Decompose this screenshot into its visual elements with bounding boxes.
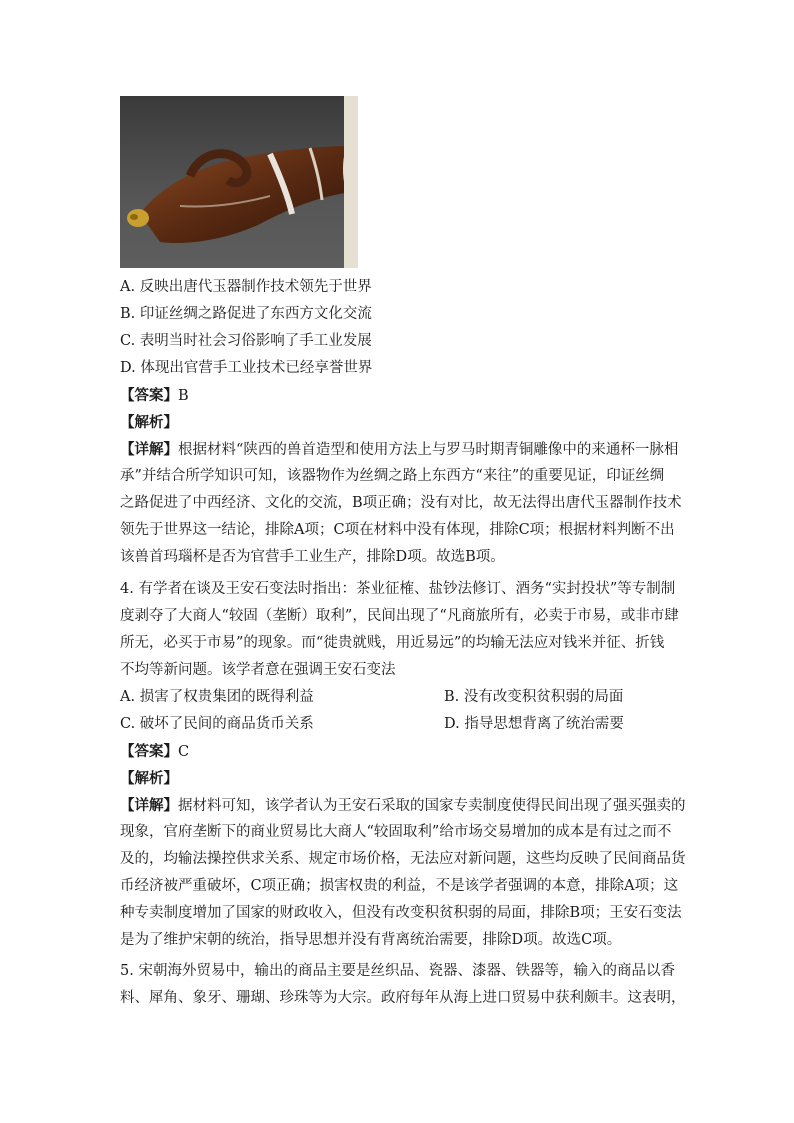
q4-analysis-label: 【解析】 (120, 770, 178, 787)
q4-answer (120, 738, 189, 766)
answer-label: 【答案】 (120, 387, 178, 404)
q3-option-c: C. 表明当时社会习俗影响了手工业发展 (120, 333, 372, 349)
detail-text: 根据材料“陕西的兽首造型和使用方法上与罗马时期青铜雕像中的来通杯一脉相 (178, 442, 679, 458)
agate-rhyton-image (120, 96, 358, 268)
answer-value: C (178, 744, 190, 760)
q3-option-b: B. 印证丝绸之路促进了东西方文化交流 (120, 306, 372, 322)
q4-detail-line-4: 币经济被严重破坏，C项正确；损害权贵的利益，不是该学者强调的本意，排除A项；这 (120, 878, 679, 894)
q3-analysis-label: 【解析】 (120, 414, 178, 431)
q3-answer (120, 382, 189, 410)
q4-stem-line-4: 不均等新问题。该学者意在强调王安石变法 (120, 662, 396, 678)
q4-stem-line-2: 度剥夺了大商人“较固（垄断）取利”，民间出现了“凡商旅所有，必卖于市易，或非市肆 (120, 608, 679, 624)
q3-detail-line-5: 该兽首玛瑙杯是否为官营手工业生产，排除D项。故选B项。 (120, 549, 505, 565)
q4-option-a: A. 损害了权贵集团的既得利益 (120, 689, 314, 705)
detail-text: 据材料可知，该学者认为王安石采取的国家专卖制度使得民间出现了强买强卖的 (178, 798, 686, 814)
q4-detail-line-1 (120, 792, 686, 820)
q5-stem-line-1: 5. 宋朝海外贸易中，输出的商品主要是丝织品、瓷器、漆器、铁器等，输入的商品以香 (120, 963, 675, 979)
q4-stem-line-3: 所无，必买于市易”的现象。而“徙贵就贱，用近易远”的均输无法应对钱米并征、折钱 (120, 635, 665, 651)
q3-option-a: A. 反映出唐代玉器制作技术领先于世界 (120, 279, 372, 295)
detail-label: 【详解】 (120, 441, 178, 458)
q4-detail-line-6: 是为了维护宋朝的统治，指导思想并没有背离统治需要，排除D项。故选C项。 (120, 932, 622, 948)
q4-option-c: C. 破坏了民间的商品货币关系 (120, 716, 314, 732)
detail-label: 【详解】 (120, 797, 178, 814)
answer-label: 【答案】 (120, 743, 178, 760)
answer-value: B (178, 388, 189, 404)
q4-detail-line-2: 现象，官府垄断下的商业贸易比大商人“较固取利”给市场交易增加的成本是有过之而不 (120, 824, 672, 840)
q3-detail-line-3: 之路促进了中西经济、文化的交流，B项正确；没有对比，故无法得出唐代玉器制作技术 (120, 495, 682, 511)
q5-stem-line-2: 料、犀角、象牙、珊瑚、珍珠等为大宗。政府每年从海上进口贸易中获利颇丰。这表明， (120, 990, 686, 1006)
q4-option-d: D. 指导思想背离了统治需要 (444, 716, 624, 732)
q3-detail-line-4: 领先于世界这一结论，排除A项；C项在材料中没有体现，排除C项；根据材料判断不出 (120, 522, 675, 538)
q3-option-d: D. 体现出官营手工业技术已经享誉世界 (120, 360, 373, 376)
q4-detail-line-3: 及的，均输法操控供求关系、规定市场价格，无法应对新问题，这些均反映了民间商品货 (120, 851, 686, 867)
q3-detail-line-1 (120, 436, 678, 464)
rhyton-illustration (120, 96, 358, 268)
q4-option-b: B. 没有改变积贫积弱的局面 (444, 689, 624, 705)
q4-detail-line-5: 种专卖制度增加了国家的财政收入，但没有改变积贫积弱的局面，排除B项；王安石变法 (120, 905, 682, 921)
q3-detail-line-2: 承”并结合所学知识可知，该器物作为丝绸之路上东西方“来往”的重要见证，印证丝绸 (120, 468, 665, 484)
q4-stem-line-1: 4. 有学者在谈及王安石变法时指出：茶业征榷、盐钞法修订、酒务“实封投状”等专制制 (120, 581, 676, 597)
